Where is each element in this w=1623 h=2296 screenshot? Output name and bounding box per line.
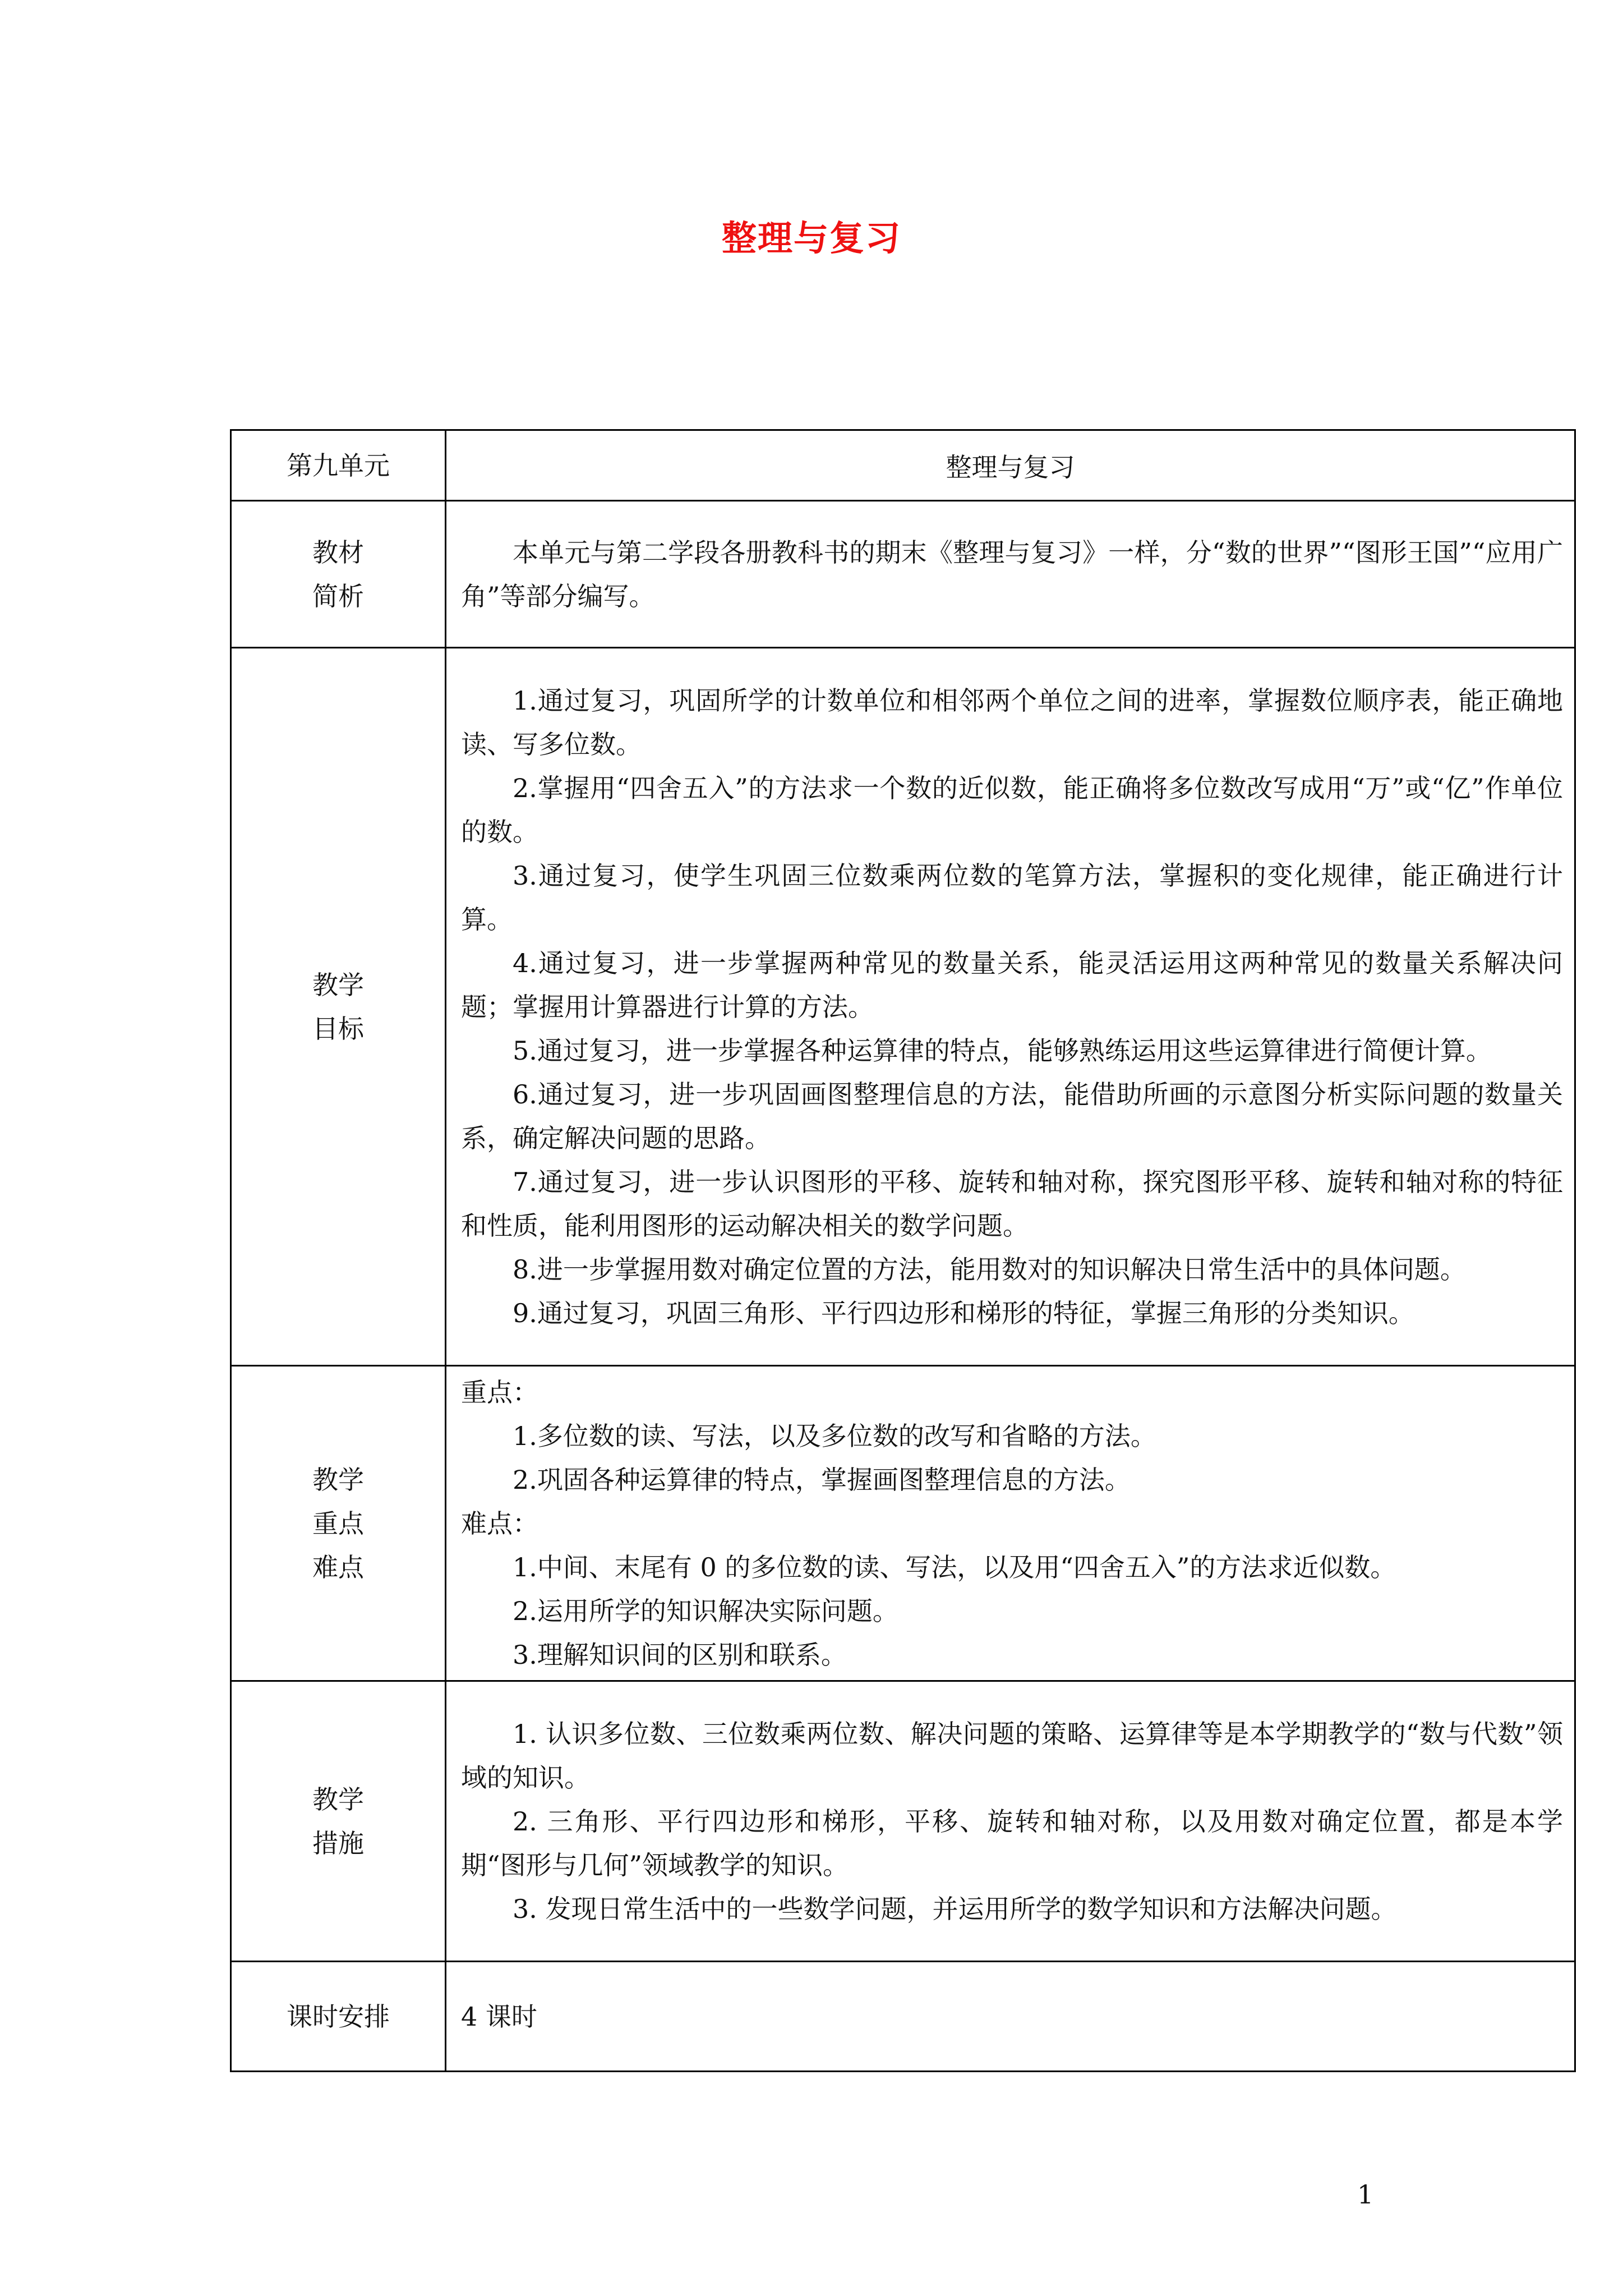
measures-label-line: 教学 (312, 1784, 364, 1815)
key-points-label-line: 难点 (312, 1552, 364, 1582)
analysis-label (231, 501, 446, 648)
analysis-content (446, 501, 1575, 648)
measures-label (231, 1681, 446, 1962)
objective-item: 4.通过复习，进一步掌握两种常见的数量关系，能灵活运用这两种常见的数量关系解决问题；掌握用计算器进行计算的方法。 (461, 947, 1563, 1022)
key-points-label-line: 教学 (312, 1464, 364, 1495)
analysis-label-line: 简析 (312, 581, 364, 611)
difficulty-item: 2.运用所学的知识解决实际问题。 (513, 1595, 898, 1626)
unit-label: 第九单元 (231, 430, 446, 501)
table-row-objectives (231, 648, 1575, 1366)
objective-item: 2.掌握用“四舍五入”的方法求一个数的近似数，能正确将多位数改写成用“万”或“亿”作单位的数。 (461, 772, 1563, 847)
focus-item: 2.巩固各种运算律的特点，掌握画图整理信息的方法。 (513, 1464, 1131, 1495)
objective-item: 9.通过复习，巩固三角形、平行四边形和梯形的特征，掌握三角形的分类知识。 (513, 1297, 1414, 1328)
table-row-header (231, 430, 1575, 501)
objective-item: 6.通过复习，进一步巩固画图整理信息的方法，能借助所画的示意图分析实际问题的数量关系，确定解决问题的思路。 (461, 1079, 1563, 1153)
objective-item: 3.通过复习，使学生巩固三位数乘两位数的笔算方法，掌握积的变化规律，能正确进行计算。 (461, 860, 1563, 935)
objective-item: 5.通过复习，进一步掌握各种运算律的特点，能够熟练运用这些运算律进行简便计算。 (513, 1035, 1492, 1066)
lesson-plan-table (230, 429, 1576, 2072)
objectives-content (446, 648, 1575, 1366)
table-row-measures (231, 1681, 1575, 1962)
objectives-label-line: 教学 (312, 969, 364, 1000)
focus-heading: 重点： (461, 1377, 538, 1407)
analysis-text: 本单元与第二学段各册教科书的期末《整理与复习》一样，分“数的世界”“图形王国”“应用广角”等部分编写。 (461, 537, 1563, 611)
key-points-label-line: 重点 (312, 1508, 364, 1539)
measure-item: 1. 认识多位数、三位数乘两位数、解决问题的策略、运算律等是本学期教学的“数与代数”领域的知识。 (461, 1718, 1563, 1793)
page-title: 整理与复习 (721, 218, 901, 259)
key-points-content (446, 1366, 1575, 1681)
focus-item: 1.多位数的读、写法，以及多位数的改写和省略的方法。 (513, 1420, 1156, 1451)
difficulty-item: 1.中间、末尾有 0 的多位数的读、写法，以及用“四舍五入”的方法求近似数。 (513, 1552, 1396, 1582)
schedule-label: 课时安排 (231, 1962, 446, 2072)
table-row-analysis (231, 501, 1575, 648)
objective-item: 8.进一步掌握用数对确定位置的方法，能用数对的知识解决日常生活中的具体问题。 (513, 1254, 1466, 1285)
page-number: 1 (1357, 2179, 1374, 2210)
measure-item: 3. 发现日常生活中的一些数学问题，并运用所学的数学知识和方法解决问题。 (513, 1893, 1397, 1924)
difficulty-item: 3.理解知识间的区别和联系。 (513, 1639, 847, 1670)
unit-title: 整理与复习 (446, 430, 1575, 501)
objective-item: 1.通过复习，巩固所学的计数单位和相邻两个单位之间的进率，掌握数位顺序表，能正确地读、写多位数。 (461, 685, 1563, 760)
measures-label-line: 措施 (312, 1828, 364, 1858)
schedule-value: 4 课时 (446, 1962, 1575, 2072)
objective-item: 7.通过复习，进一步认识图形的平移、旋转和轴对称，探究图形平移、旋转和轴对称的特征和性质，能利用图形的运动解决相关的数学问题。 (461, 1166, 1563, 1241)
measure-item: 2. 三角形、平行四边形和梯形，平移、旋转和轴对称，以及用数对确定位置，都是本学期“图形与几何”领域教学的知识。 (461, 1806, 1563, 1880)
objectives-label (231, 648, 446, 1366)
measures-content (446, 1681, 1575, 1962)
analysis-label-line: 教材 (312, 537, 364, 568)
table-row-schedule (231, 1962, 1575, 2072)
objectives-label-line: 目标 (312, 1013, 364, 1044)
key-points-label (231, 1366, 446, 1681)
table-row-key-points (231, 1366, 1575, 1681)
difficulty-heading: 难点： (461, 1508, 538, 1539)
